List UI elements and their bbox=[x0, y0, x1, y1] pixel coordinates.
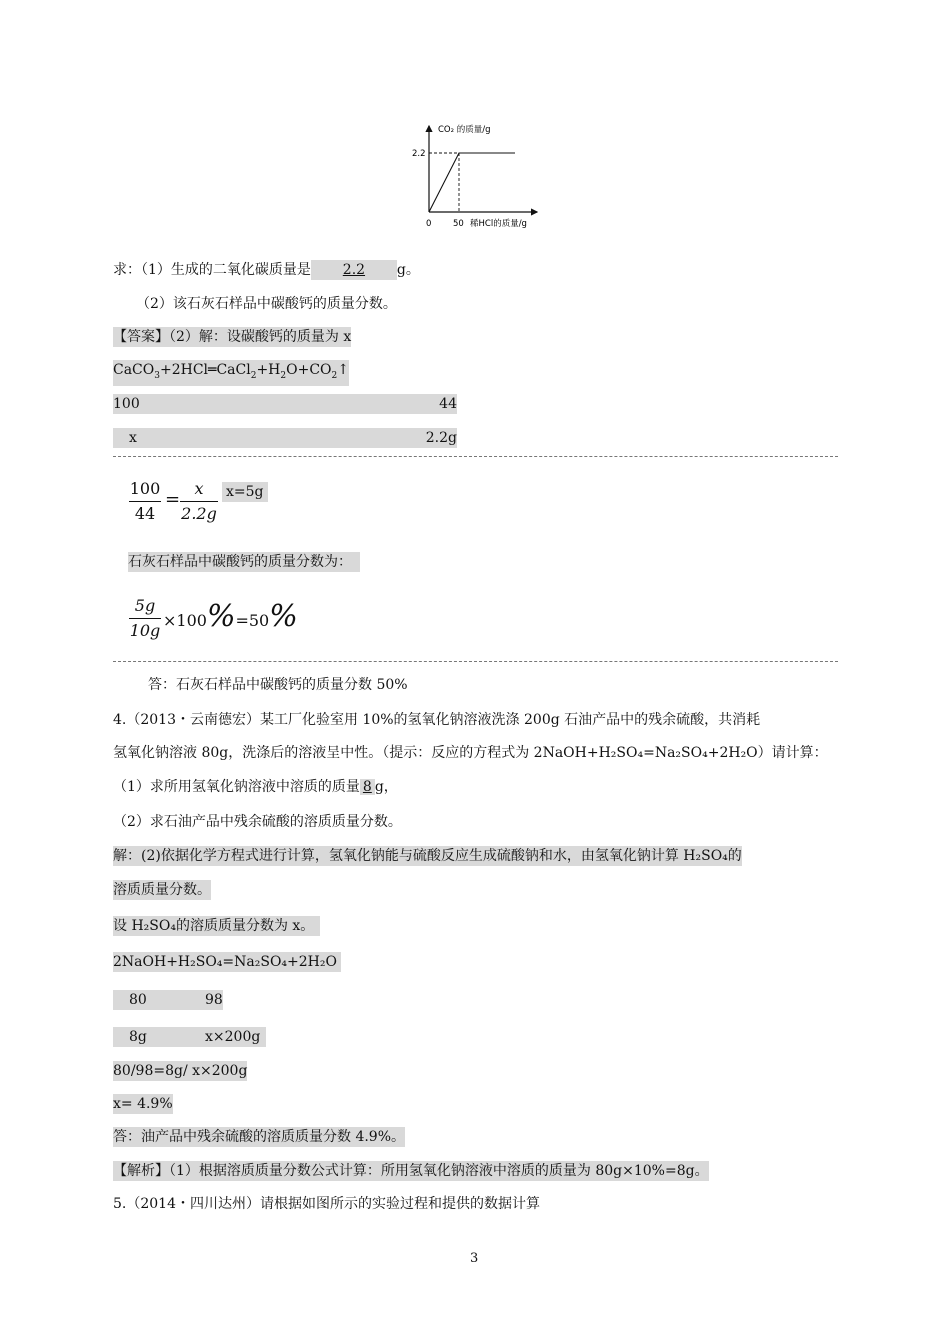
q4-equation: 2NaOH+H₂SO₄=Na₂SO₄+2H₂O bbox=[113, 952, 341, 972]
equals-sign: = bbox=[165, 489, 181, 510]
y-axis-label: CO₂ 的质量/g bbox=[438, 125, 491, 135]
fraction-5g-10g: 5g 10g bbox=[129, 596, 161, 640]
fraction-100-44: 100 44 bbox=[129, 479, 161, 523]
q4-x-result: x= 4.9% bbox=[113, 1096, 173, 1112]
q4-line-1: 4.（2013・云南德宏）某工厂化验室用 10%的氢氧化钠溶液洗涤 200g 石油产品中的残余硫酸，共消耗 bbox=[113, 712, 761, 728]
q3-equation: $CaCO_3+2HCl═CaCl_2+H_2O+CO_2↑$ bbox=[113, 360, 349, 386]
q4-row-1: 80 98 bbox=[113, 990, 223, 1010]
page-number: 3 bbox=[470, 1251, 479, 1266]
co2-mass-graph bbox=[400, 118, 550, 233]
series-line bbox=[429, 153, 515, 212]
percent-expression: ×100%=50% bbox=[163, 599, 298, 634]
q4-solution-1: 解：(2)依据化学方程式进行计算，氢氧化钠能与硫酸反应生成硫酸钠和水，由氢氧化钠计算 H₂SO₄的 bbox=[113, 848, 742, 864]
x-tick-label: 50 bbox=[453, 219, 464, 229]
q4-ratio: 80/98=8g/ x×200g bbox=[113, 1063, 248, 1079]
q4-row-2: 8g x×200g bbox=[113, 1027, 266, 1047]
fraction-x-2.2g: x 2.2g bbox=[181, 479, 217, 523]
origin-label: 0 bbox=[426, 219, 432, 229]
q4-solution-3: 设 H₂SO₄的溶质质量分数为 x。 bbox=[113, 916, 320, 936]
q3-answer-label: 【答案】（2）解：设碳酸钙的质量为 x bbox=[113, 329, 352, 345]
q3-part2: （2）该石灰石样品中碳酸钙的质量分数。 bbox=[136, 296, 397, 312]
divider-bottom bbox=[113, 661, 838, 662]
divider-top bbox=[113, 456, 838, 457]
x-result: x=5g bbox=[222, 482, 268, 502]
x-axis-label: 稀HCl的质量/g bbox=[470, 219, 527, 229]
q3-final-answer: 答：石灰石样品中碳酸钙的质量分数 50% bbox=[148, 677, 408, 693]
q4-part-1: （1）求所用氢氧化钠溶液中溶质的质量 8 g， bbox=[113, 779, 398, 795]
q4-answer: 答：油产品中残余硫酸的溶质质量分数 4.9%。 bbox=[113, 1129, 406, 1145]
q3-part1: 求：（1）生成的二氧化碳质量是 2.2 g。 bbox=[113, 262, 420, 278]
q4-part-2: （2）求石油产品中残余硫酸的溶质质量分数。 bbox=[113, 814, 402, 830]
q5-line-1: 5.（2014・四川达州）请根据如图所示的实验过程和提供的数据计算 bbox=[113, 1196, 540, 1212]
y-tick-label: 2.2 bbox=[412, 149, 426, 159]
mass-fraction-text: 石灰石样品中碳酸钙的质量分数为： bbox=[128, 552, 360, 572]
q3-part1-answer: 2.2 bbox=[311, 260, 397, 280]
q4-part1-answer: 8 bbox=[360, 779, 375, 795]
q3-ratio-row-1: 100 44 bbox=[113, 396, 457, 412]
q4-solution-2: 溶质质量分数。 bbox=[113, 882, 211, 898]
q3-ratio-row-2: x 2.2g bbox=[113, 428, 457, 448]
q4-analysis: 【解析】（1）根据溶质质量分数公式计算：所用氢氧化钠溶液中溶质的质量为 80g×10%=8g。 bbox=[113, 1163, 709, 1179]
q4-line-2: 氢氧化钠溶液 80g，洗涤后的溶液呈中性。（提示：反应的方程式为 2NaOH+H₂SO₄=Na₂SO₄+2H₂O）请计算： bbox=[113, 745, 828, 761]
